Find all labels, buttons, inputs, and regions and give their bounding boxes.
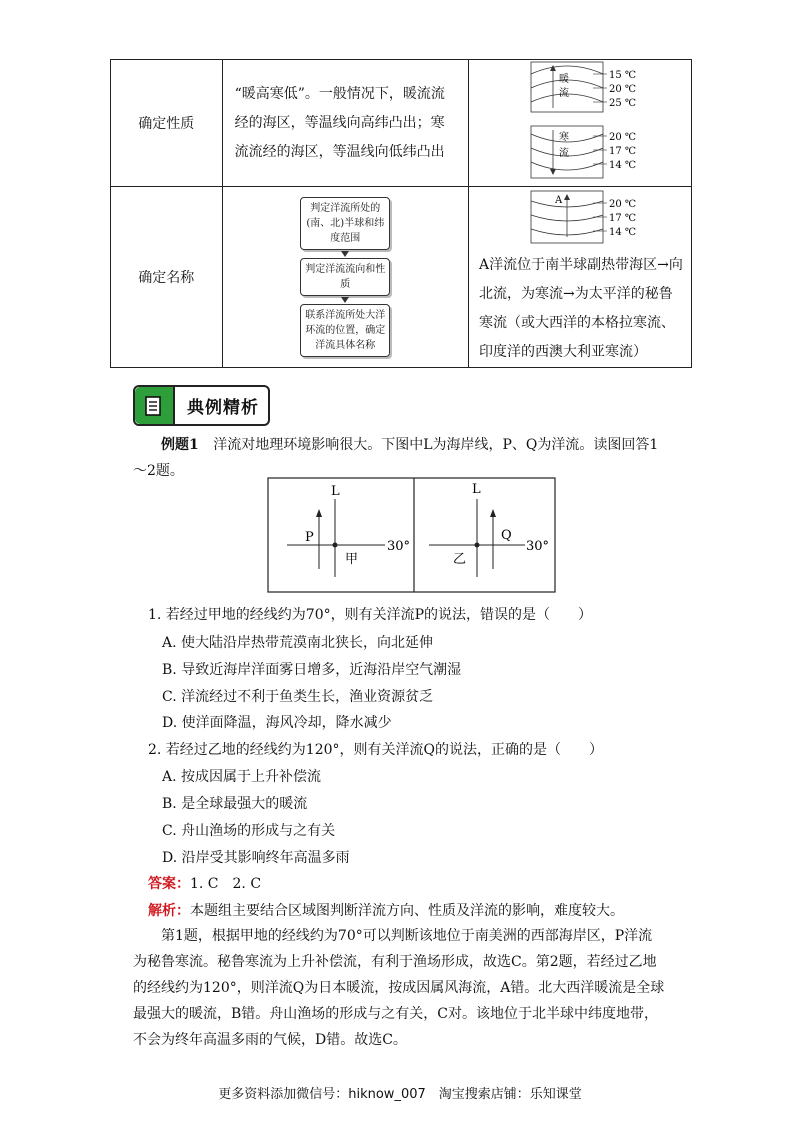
svg-text:流: 流 [558, 88, 569, 99]
analysis-detail: 第1题，根据甲地的经线约为70°可以判断该地位于南美洲的西部海岸区，P洋流为秘鲁寒流。秘鲁寒流为上升补偿流，有利于渔场形成，故选C。第2题，若经过乙地的经线约为120°，则洋流Q为日本暖流，按成因属风海流，A错。北大西洋暖流是全球最强大的暖流，B错。舟山渔场的形成与之有关，C对。该地位于北半球中纬度地带，不会为终年高温多雨的气候，D错。故选C。 [133, 928, 665, 1048]
table-row [111, 187, 692, 368]
analysis-label: 解析： [148, 903, 190, 919]
option: B. 是全球最强大的暖流 [162, 796, 308, 812]
row-description: “暖高寒低”。一般情况下，暖流流经的海区，等温线向高纬凸出；寒流流经的海区，等温线向低纬凸出 [234, 85, 445, 160]
option: D. 使洋面降温，海风冷却，降水减少 [162, 715, 392, 731]
example-text: 洋流对地理环境影响很大。下图中L为海岸线，P、Q为洋流。读图回答1～2题。 [133, 437, 659, 479]
option: A. 按成因属于上升补偿流 [162, 769, 322, 785]
svg-text:流: 流 [558, 148, 569, 159]
arrow-down-icon [341, 297, 349, 303]
cold-current-diagram [531, 126, 636, 178]
answer-label: 答案： [148, 876, 190, 892]
summary-table [110, 59, 692, 368]
svg-text:暖: 暖 [558, 74, 569, 85]
option: B. 导致近海岸洋面雾日增多，近海沿岸空气潮湿 [162, 662, 462, 678]
current-label: P [305, 530, 314, 545]
svg-text:17 ℃: 17 ℃ [608, 213, 637, 224]
section-title: 典例精析 [187, 398, 259, 418]
svg-text:20 ℃: 20 ℃ [608, 132, 637, 143]
section-header [133, 385, 270, 426]
left-panel [287, 484, 410, 577]
example-label: 例题1 [161, 437, 199, 453]
arrow-down-icon [341, 251, 349, 257]
svg-text:A: A [554, 195, 563, 206]
isotherm-diagrams [469, 60, 689, 182]
table-row [111, 60, 692, 187]
row-label: 确定性质 [111, 60, 223, 187]
place-label: 乙 [453, 552, 467, 567]
svg-text:17 ℃: 17 ℃ [608, 146, 637, 157]
flowchart [223, 197, 468, 357]
flow-step: 判定洋流所处的(南、北)半球和纬度范围 [300, 197, 390, 250]
coast-label: L [331, 484, 340, 499]
question-stem: 2. 若经过乙地的经线约为120°，则有关洋流Q的说法，正确的是（ ） [148, 742, 604, 758]
option: D. 沿岸受其影响终年高温多雨 [162, 850, 350, 866]
svg-text:14 ℃: 14 ℃ [608, 227, 637, 238]
place-label: 甲 [345, 552, 359, 567]
svg-text:15 ℃: 15 ℃ [608, 70, 637, 81]
coastline-figure [267, 477, 557, 593]
page-footer: 更多资料添加微信号：hiknow_007 淘宝搜索店铺：乐知课堂 [218, 1087, 582, 1102]
latitude-label: 30° [387, 539, 411, 554]
latitude-label: 30° [526, 539, 550, 554]
svg-text:20 ℃: 20 ℃ [608, 199, 637, 210]
flow-step: 判定洋流流向和性质 [300, 258, 390, 296]
option: A. 使大陆沿岸热带荒漠南北狭长，向北延伸 [162, 635, 434, 651]
analysis-line [148, 900, 624, 920]
row-label: 确定名称 [111, 187, 223, 368]
question-stem: 1. 若经过甲地的经线约为70°，则有关洋流P的说法，错误的是（ ） [148, 607, 593, 623]
isotherm-diagram-a [469, 187, 689, 247]
answer-line [148, 873, 261, 893]
current-label: Q [501, 528, 512, 543]
document-icon [135, 387, 175, 424]
warm-current-diagram [531, 62, 636, 112]
coast-label: L [472, 482, 481, 497]
right-panel [429, 482, 549, 577]
row-answer-text: A洋流位于南半球副热带海区→向北流，为寒流→为太平洋的秘鲁寒流（或大西洋的本格拉寒流、印度洋的西澳大利亚寒流） [478, 257, 683, 360]
flow-step: 联系洋流所处大洋环流的位置，确定洋流具体名称 [300, 304, 390, 357]
option: C. 洋流经过不利于鱼类生长，渔业资源贫乏 [162, 689, 434, 705]
option: C. 舟山渔场的形成与之有关 [162, 823, 336, 839]
svg-text:20 ℃: 20 ℃ [608, 84, 637, 95]
answer-text: 1. C 2. C [190, 876, 262, 892]
analysis-text: 本题组主要结合区域图判断洋流方向、性质及洋流的影响，难度较大。 [190, 903, 624, 919]
svg-text:寒: 寒 [558, 132, 569, 143]
svg-text:25 ℃: 25 ℃ [608, 98, 637, 109]
svg-text:14 ℃: 14 ℃ [608, 160, 637, 171]
